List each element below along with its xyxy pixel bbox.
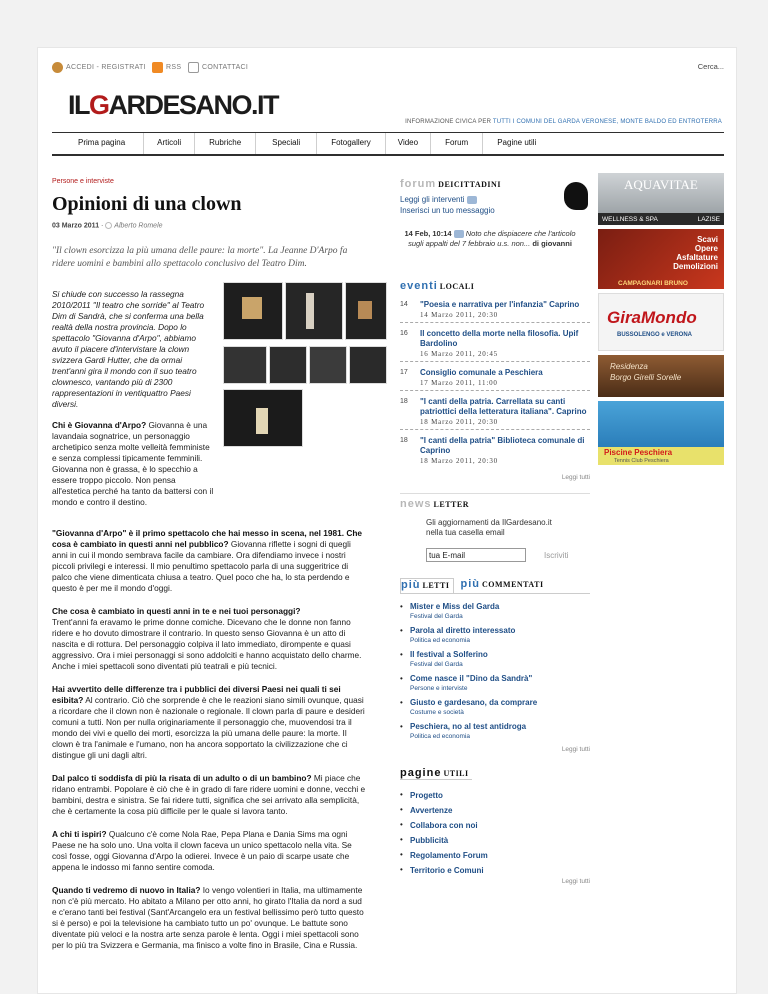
email-field[interactable] xyxy=(426,548,526,562)
gallery-photo[interactable] xyxy=(285,282,343,340)
gallery-photo[interactable] xyxy=(223,346,267,384)
article-paragraph: A chi ti ispiri? Qualcuno c'è come Nola Rae, Pepa Plana e Dania Sims ma ogni Paese ne ha solo uno. Una volta il clown faceva un unico spettacolo nella vita. Se così fosse, oggi Giovanna d'Arpo la odierei. Invece è un paio di scarpe usate che appena le indosso mi fanno sentire comoda. xyxy=(52,829,352,873)
article-paragraph: Quando ti vedremo di nuovo in Italia? Io vengo volentieri in Italia, ma ultimamente non c'è più mercato. Ho abitato a Milano per otto anni, ho girato l'Italia da nord a sud e c'erano tanti bei festival (Sant'Arcangelo era un festival bellissimo però tutto questo si è perso) e poi la televisione ha cambiato tutto un po' ovunque. Le battute sono diventate più veloci e la nostra arte senza parole è lenta. Oggi i miei spettacoli sono per lo più tra Svizzera e Germania, ma finisco a volte fino in Brasile, Cina e Russia. xyxy=(52,885,364,951)
newsletter-heading: news LETTER xyxy=(400,498,469,510)
rss-icon xyxy=(152,62,163,73)
list-item[interactable]: • Giusto e gardesano, da comprare Costume e società xyxy=(400,698,538,716)
event-item[interactable]: 18 "I canti della patria. Carrellata su canti patriottici della letteratura italiana". Caprino 18 Marzo 2011, 20:30 xyxy=(400,397,590,430)
ad-giramondo[interactable]: GiraMondo BUSSOLENGO e VERONA xyxy=(598,293,724,351)
comment-icon xyxy=(467,196,477,204)
gallery-photo[interactable] xyxy=(349,346,387,384)
nav-video[interactable]: Video xyxy=(386,133,431,154)
newsletter-box xyxy=(400,493,590,562)
article-paragraph: Che cosa è cambiato in questi anni in te e nei tuoi personaggi? Trent'anni fa eravamo le prime donne comiche. Dicevano che le donne non fanno ridere e ho dovuto dimostrare il contrario. In questo senso Giovanna è un atto di nascita e di rottura. Del personaggio colpiva il lato immediato, dirompente e quasi aggressivo. Ora i miei personaggi si sono addolciti e hanno acquistato dello charme. Anche i miei spettacoli sono diventati più teatrali e più tecnici. xyxy=(52,606,362,672)
list-item[interactable]: • Collabora con noi xyxy=(400,820,478,830)
article-lead: "Il clown esorcizza la più umana delle paure: la morte". La Jeanne D'Arpo fa ridere uomini e bambini allo spettacolo conclusivo del Teatro Dim. xyxy=(52,246,348,270)
list-item[interactable]: • Parola al diretto interessato Politica ed economia xyxy=(400,626,516,644)
event-item[interactable]: 17 Consiglio comunale a Peschiera 17 Marzo 2011, 11:00 xyxy=(400,368,590,391)
event-list xyxy=(400,300,590,468)
top-bar xyxy=(52,62,724,76)
popular-more-link[interactable]: Leggi tutti xyxy=(561,746,590,753)
list-item[interactable]: • Come nasce il "Dino da Sandrà" Persone e interviste xyxy=(400,674,533,692)
site-logo[interactable]: ILGARDESANO.IT xyxy=(68,90,279,120)
gallery-photo[interactable] xyxy=(345,282,387,340)
article-paragraph: Dal palco ti soddisfa di più la risata di un adulto o di un bambino? Mi piace che ridano entrambi. Popolare è ciò che è in grado di fare ridere uomini e donne, vecchi e bambini, destra e sinistra. Se fai ridere tutti, significa che sei arrivato alla semplicità, che è certamente la cosa più difficile per le quale si lavora tanto. xyxy=(52,773,366,817)
article-paragraph: Hai avvertito delle differenze tra i pubblici dei diversi Paesi nei quali ti sei esibita? Al contrario. Ciò che sorprende è che le reazioni siano simili ovunque, quasi a ricordare che il clown non è nazionale o regionale. Il clown parla di paure e desideri comuni a tutti. Non per nulla originariamente il personaggio che, muovendosi tra il mondo dei vivi e quello dei morti, esorcizza la più umana delle paure: la morte. Il clown è tra l'animale e l'umano, non ha ancora sopportato la civilizzazione che ci distingue gli uni dagli altri. xyxy=(52,684,365,761)
contact-link[interactable]: CONTATTACI xyxy=(188,62,248,73)
mail-icon xyxy=(188,62,199,73)
article-paragraph: "Giovanna d'Arpo" è il primo spettacolo che hai messo in scena, nel 1981. Che cosa è cambiato in questi anni nel pubblico? Giovanna riflette i sogni di quegli anni in cui il mondo sembrava facile da cambiare. Ora difendiamo invece i nostri piccoli privilegi e interessi. Il mio penultimo spettacolo parla di una suggeritrice di palco che viene dimenticata chiusa a teatro. Quel poco che ha, lo sta perdendo e questo è per me il mondo d'oggi. xyxy=(52,528,363,594)
article-title: Opinioni di una clown xyxy=(52,193,242,215)
sidebar xyxy=(400,178,590,885)
forum-heading: forum DEICITTADINI xyxy=(400,178,501,190)
event-item[interactable]: 14 "Poesia e narrativa per l'infanzia" Caprino 14 Marzo 2011, 20:30 xyxy=(400,300,590,323)
eventi-box xyxy=(400,280,590,481)
list-item[interactable]: • Progetto xyxy=(400,790,443,800)
article-paragraph: Chi è Giovanna d'Arpo? Giovanna è una lavandaia sognatrice, un personaggio archetipico senza molte velleità femministe e senza complessi tipicamente femminili. Giovanna non è grassa, è lo specchio a essere troppo piccolo. Non pensa all'estetica perché ha tanto da battersi con il mondo e contro il destino. xyxy=(52,420,214,508)
page-container xyxy=(37,47,737,994)
newsletter-text: Gli aggiornamenti da IlGardesano.it nella tua casella email xyxy=(426,518,552,537)
forum-post-link[interactable]: Inserisci un tuo messaggio xyxy=(400,206,495,215)
search-input[interactable]: Cerca... xyxy=(697,62,724,71)
login-link[interactable]: ACCEDI - REGISTRATI xyxy=(52,62,146,73)
popular-box xyxy=(400,578,590,753)
list-item[interactable]: • Mister e Miss del Garda Festival del Garda xyxy=(400,602,500,620)
nav-rubriche[interactable]: Rubriche xyxy=(195,133,256,154)
gallery-photo[interactable] xyxy=(269,346,307,384)
gallery-photo[interactable] xyxy=(223,389,303,447)
tagline: INFORMAZIONE CIVICA PER TUTTI I COMUNI DEL GARDA VERONESE, MONTE BALDO ED ENTROTERRA xyxy=(405,119,722,125)
speech-bubble-icon xyxy=(560,178,590,212)
ads-column xyxy=(598,173,724,469)
forum-read-link[interactable]: Leggi gli interventi xyxy=(400,195,590,204)
article-paragraph: Si chiude con successo la rassegna 2010/2011 "Il teatro che sorride" al Teatro Dim di Sandrà, che si conferma una bella realtà della nostra provincia. Dopo lo spettacolo "Giovanna d'Arpo", abbiamo avuto il piacere d'intervistare la clown svizzera Gardi Hutter, che da ormai trent'anni gira il mondo con il suo teatro clownesco, vantando più di 2300 rappresentazioni in ventiquattro Paesi diversi. xyxy=(52,289,205,410)
ad-residenza[interactable]: Residenza Borgo Girelli Sorelle xyxy=(598,355,724,397)
ad-aquavitae[interactable]: AQUAVITAE WELLNESS & SPA LAZISE xyxy=(598,173,724,225)
list-item[interactable]: • Regolamento Forum xyxy=(400,850,488,860)
article-byline: 03 Marzo 2011 · Alberto Romele xyxy=(52,222,163,230)
nav-fotogallery[interactable]: Fotogallery xyxy=(317,133,386,154)
tab-piu-letti[interactable]: più LETTI xyxy=(400,578,454,593)
user-icon xyxy=(52,62,63,73)
ad-campagnari[interactable]: Scavi Opere Asfaltature Demolizioni CAMPAGNARI BRUNO xyxy=(598,229,724,289)
eventi-more-link[interactable]: Leggi tutti xyxy=(561,474,590,481)
list-item[interactable]: • Il festival a Solferino Festival del Garda xyxy=(400,650,488,668)
nav-speciali[interactable]: Speciali xyxy=(256,133,317,154)
event-item[interactable]: 18 "I canti della patria" Biblioteca comunale di Caprino 18 Marzo 2011, 20:30 xyxy=(400,436,585,465)
subscribe-button[interactable]: Iscriviti xyxy=(544,550,569,560)
eventi-heading: eventi LOCALI xyxy=(400,280,475,292)
article-category[interactable]: Persone e interviste xyxy=(52,178,114,185)
nav-forum[interactable]: Forum xyxy=(431,133,483,154)
list-item[interactable]: • Territorio e Comuni xyxy=(400,865,484,875)
tagline-link[interactable]: TUTTI I COMUNI DEL GARDA VERONESE, MONTE BALDO ED ENTROTERRA xyxy=(492,119,722,125)
nav-pagine-utili[interactable]: Pagine utili xyxy=(497,138,537,147)
nav-prima-pagina[interactable]: Prima pagina xyxy=(52,133,144,154)
tab-piu-commentati[interactable]: più COMMENTATI xyxy=(460,578,544,590)
nav-articoli[interactable]: Articoli xyxy=(144,133,195,154)
ad-piscine-peschiera[interactable]: Piscine Peschiera Tennis Club Peschiera xyxy=(598,401,724,465)
useful-pages-box xyxy=(400,767,590,885)
gallery-photo[interactable] xyxy=(223,282,283,340)
useful-pages-heading: pagine UTILI xyxy=(400,767,472,780)
forum-box xyxy=(400,178,590,258)
forum-latest: 14 Feb, 10:14 Noto che dispiacere che l'articolo sugli appalti del 7 febbraio u.s. non... di giovanni xyxy=(404,229,576,248)
author-icon xyxy=(105,222,112,229)
event-item[interactable]: 16 Il concetto della morte nella filosofia. Upif Bardolino 16 Marzo 2011, 20:45 xyxy=(400,329,590,362)
list-item[interactable]: • Pubblicità xyxy=(400,835,449,845)
list-item[interactable]: • Peschiera, no al test antidroga Politica ed economia xyxy=(400,722,527,740)
list-item[interactable]: • Avvertenze xyxy=(400,805,453,815)
rss-link[interactable]: RSS xyxy=(152,62,181,73)
useful-pages-more-link[interactable]: Leggi tutti xyxy=(561,878,590,885)
main-nav xyxy=(52,132,724,156)
comment-icon xyxy=(454,230,464,238)
gallery-photo[interactable] xyxy=(309,346,347,384)
